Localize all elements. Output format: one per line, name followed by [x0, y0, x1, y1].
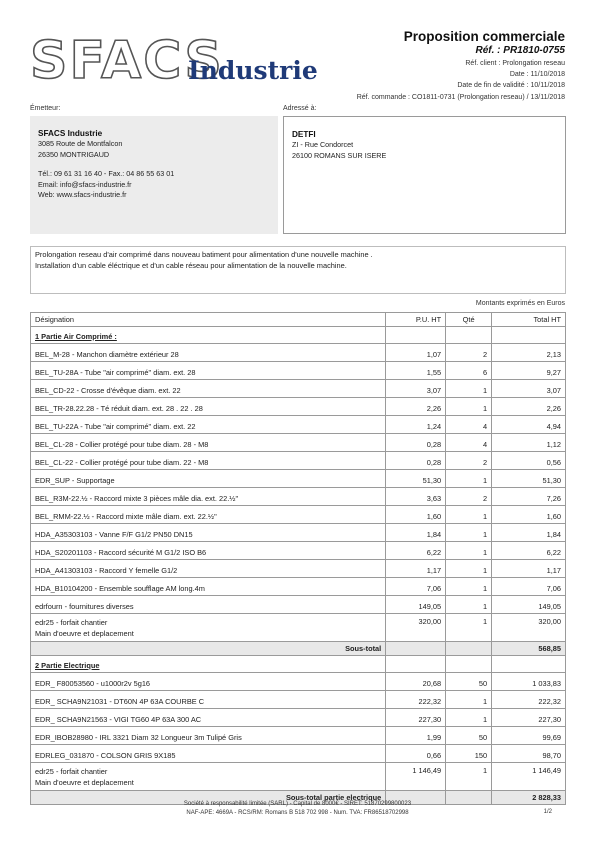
- item-quantity: 1: [446, 398, 492, 416]
- table-row: [31, 452, 566, 470]
- subtotal-value: 568,85: [492, 642, 566, 656]
- item-total: 7,26: [492, 488, 566, 506]
- item-designation: HDA_B10104200 - Ensemble soufflage AM long.4m: [31, 578, 386, 596]
- section-title-row: [31, 656, 566, 673]
- table-row: [31, 380, 566, 398]
- section-title: 1 Partie Air Comprimé :: [31, 327, 386, 344]
- item-unit-price: 2,26: [386, 398, 446, 416]
- forfait-label: edr25 - forfait chantier: [35, 618, 108, 627]
- col-header-quantity: Qté: [446, 313, 492, 327]
- subtotal-value: 2 828,33: [492, 791, 566, 805]
- emetteur-address-line2: 26350 MONTRIGAUD: [38, 149, 110, 159]
- item-total: 1,84: [492, 524, 566, 542]
- item-total: 99,69: [492, 727, 566, 745]
- table-row: [31, 709, 566, 727]
- item-designation: HDA_S20201103 - Raccord sécurité M G1/2 ISO B6: [31, 542, 386, 560]
- destinataire-box: [283, 116, 566, 234]
- item-quantity: 1: [446, 709, 492, 727]
- table-row: [31, 542, 566, 560]
- item-total: 2,13: [492, 344, 566, 362]
- table-row: [31, 506, 566, 524]
- item-total: 0,56: [492, 452, 566, 470]
- item-total: 2,26: [492, 398, 566, 416]
- emetteur-name: SFACS Industrie: [38, 129, 103, 138]
- subtotal-label: Sous-total: [31, 642, 386, 656]
- item-unit-price: 6,22: [386, 542, 446, 560]
- item-quantity: 50: [446, 727, 492, 745]
- item-quantity: 4: [446, 434, 492, 452]
- item-total: 1 033,83: [492, 673, 566, 691]
- item-unit-price: 1,84: [386, 524, 446, 542]
- item-unit-price: 0,66: [386, 745, 446, 763]
- forfait-detail: Main d'oeuvre et deplacement: [35, 629, 134, 638]
- footer-line1: Société à responsabilité limitée (SARL) - Capital de 8000€ - SIRET: 51870299800023: [183, 801, 412, 807]
- destinataire-name: DETFI: [292, 130, 316, 139]
- logo-brand-text: SFACS: [30, 31, 224, 91]
- item-total: 1,17: [492, 560, 566, 578]
- item-quantity: 1: [446, 614, 492, 642]
- forfait-label: edr25 - forfait chantier: [35, 767, 108, 776]
- empty-cell: [386, 642, 446, 656]
- item-designation: EDR_SUP - Supportage: [31, 470, 386, 488]
- document-title: Proposition commerciale: [403, 29, 565, 44]
- subtotal-row: [31, 642, 566, 656]
- item-unit-price: 51,30: [386, 470, 446, 488]
- item-total: 3,07: [492, 380, 566, 398]
- item-total: 9,27: [492, 362, 566, 380]
- page-number: 1/2: [543, 809, 552, 815]
- document-date: Date : 11/10/2018: [509, 71, 565, 79]
- item-quantity: 1: [446, 691, 492, 709]
- subtotal-label: Sous-total partie electrique: [31, 791, 386, 805]
- item-designation: EDRLEG_031870 - COLSON GRIS 9X185: [31, 745, 386, 763]
- item-quantity: 2: [446, 344, 492, 362]
- item-quantity: 1: [446, 596, 492, 614]
- item-quantity: 6: [446, 362, 492, 380]
- item-total: 51,30: [492, 470, 566, 488]
- item-unit-price: 1,55: [386, 362, 446, 380]
- item-quantity: 1: [446, 380, 492, 398]
- item-designation: edrfourn - fournitures diverses: [31, 596, 386, 614]
- item-total: 7,06: [492, 578, 566, 596]
- emetteur-label: Émetteur:: [30, 105, 61, 112]
- item-designation: HDA_A35303103 - Vanne F/F G1/2 PN50 DN15: [31, 524, 386, 542]
- item-designation: EDR_ F80053560 - u1000r2v 5g16: [31, 673, 386, 691]
- item-quantity: 1: [446, 524, 492, 542]
- item-total: 222,32: [492, 691, 566, 709]
- item-total: 4,94: [492, 416, 566, 434]
- item-designation: BEL_TU-22A - Tube "air comprimé" diam. ext. 22: [31, 416, 386, 434]
- item-quantity: 1: [446, 542, 492, 560]
- table-row: [31, 344, 566, 362]
- item-unit-price: 7,06: [386, 578, 446, 596]
- item-total: 1,12: [492, 434, 566, 452]
- table-row: [31, 763, 566, 791]
- footer-line2: NAF-APE: 4669A - RCS/RM: Romans B 518 702 998 - Num. TVA: FR86518702998: [186, 809, 409, 816]
- item-quantity: 1: [446, 578, 492, 596]
- item-unit-price: 1,07: [386, 344, 446, 362]
- item-designation: BEL_TR-28.22.28 - Té réduit diam. ext. 28 . 22 . 28: [31, 398, 386, 416]
- empty-cell: [446, 642, 492, 656]
- empty-cell: [446, 327, 492, 344]
- item-unit-price: 1,24: [386, 416, 446, 434]
- item-designation: BEL_RMM-22.½ - Raccord mixte mâle diam. ext. 22.½": [31, 506, 386, 524]
- item-unit-price: 222,32: [386, 691, 446, 709]
- table-row: [31, 673, 566, 691]
- destinataire-address-line1: ZI - Rue Condorcet: [292, 140, 354, 149]
- item-quantity: 150: [446, 745, 492, 763]
- currency-note: Montants exprimés en Euros: [475, 300, 565, 307]
- empty-cell: [386, 656, 446, 673]
- item-unit-price: 149,05: [386, 596, 446, 614]
- item-total: 149,05: [492, 596, 566, 614]
- description-line1: Prolongation reseau d'air comprimé dans nouveau batiment pour alimentation d'une nouvelle machine .: [35, 250, 373, 259]
- empty-cell: [386, 327, 446, 344]
- col-header-unit-price: P.U. HT: [386, 313, 446, 327]
- item-total: 1 146,49: [492, 763, 566, 791]
- item-unit-price: 20,68: [386, 673, 446, 691]
- col-header-designation: Désignation: [31, 313, 386, 327]
- item-designation: BEL_CL-22 - Collier protégé pour tube diam. 22 - M8: [31, 452, 386, 470]
- item-unit-price: 1,60: [386, 506, 446, 524]
- item-unit-price: 320,00: [386, 614, 446, 642]
- validity-date: Date de fin de validité : 10/11/2018: [457, 82, 565, 90]
- table-row: [31, 560, 566, 578]
- item-unit-price: 1,99: [386, 727, 446, 745]
- destinataire-address-line2: 26100 ROMANS SUR ISERE: [292, 150, 387, 160]
- order-reference: Réf. commande : CO1811-0731 (Prolongation reseau) / 13/11/2018: [356, 94, 565, 101]
- item-unit-price: 1,17: [386, 560, 446, 578]
- item-quantity: 2: [446, 488, 492, 506]
- item-total: 320,00: [492, 614, 566, 642]
- item-unit-price: 227,30: [386, 709, 446, 727]
- item-designation: BEL_TU-28A - Tube "air comprimé" diam. ext. 28: [31, 362, 386, 380]
- table-row: [31, 416, 566, 434]
- item-total: 98,70: [492, 745, 566, 763]
- item-total: 6,22: [492, 542, 566, 560]
- item-total: 227,30: [492, 709, 566, 727]
- page-footer: [0, 800, 595, 817]
- item-designation: EDR_ SCHA9N21563 - VIGI TG60 4P 63A 300 AC: [31, 709, 386, 727]
- table-row: [31, 691, 566, 709]
- item-total: 1,60: [492, 506, 566, 524]
- empty-cell: [446, 656, 492, 673]
- company-logo: [30, 30, 320, 92]
- item-quantity: 2: [446, 452, 492, 470]
- table-row: [31, 488, 566, 506]
- table-row: [31, 596, 566, 614]
- item-quantity: 1: [446, 470, 492, 488]
- item-designation: [31, 614, 386, 642]
- description-line2: Installation d'un cable éléctrique et d'un cable réseau pour alimentation de la nouvelle machine.: [35, 261, 347, 271]
- table-header-row: [31, 313, 566, 327]
- table-row: [31, 398, 566, 416]
- item-quantity: 1: [446, 560, 492, 578]
- item-unit-price: 0,28: [386, 452, 446, 470]
- item-designation: HDA_A41303103 - Raccord Y femelle G1/2: [31, 560, 386, 578]
- table-row: [31, 614, 566, 642]
- emetteur-email: Email: info@sfacs-industrie.fr: [38, 179, 132, 189]
- table-row: [31, 470, 566, 488]
- emetteur-box: [30, 116, 278, 234]
- forfait-detail: Main d'oeuvre et deplacement: [35, 778, 134, 787]
- item-designation: EDR_ SCHA9N21031 - DT60N 4P 63A COURBE C: [31, 691, 386, 709]
- table-row: [31, 727, 566, 745]
- item-unit-price: 1 146,49: [386, 763, 446, 791]
- item-designation: BEL_CD-22 - Crosse d'évêque diam. ext. 22: [31, 380, 386, 398]
- item-designation: BEL_R3M-22.½ - Raccord mixte 3 pièces mâle dia. ext. 22.½": [31, 488, 386, 506]
- item-designation: EDR_IBOB28980 - IRL 3321 Diam 32 Longueur 3m Tulipé Gris: [31, 727, 386, 745]
- empty-cell: [492, 327, 566, 344]
- section-title: 2 Partie Electrique: [31, 656, 386, 673]
- destinataire-label: Adressé à:: [283, 105, 317, 112]
- client-reference: Réf. client : Prolongation reseau: [465, 60, 565, 67]
- item-quantity: 4: [446, 416, 492, 434]
- item-unit-price: 0,28: [386, 434, 446, 452]
- items-table: [30, 312, 566, 805]
- item-quantity: 50: [446, 673, 492, 691]
- document-reference: Réf. : PR1810-0755: [475, 45, 565, 56]
- empty-cell: [492, 656, 566, 673]
- table-row: [31, 434, 566, 452]
- item-quantity: 1: [446, 763, 492, 791]
- col-header-total: Total HT: [492, 313, 566, 327]
- document-header: [404, 29, 565, 92]
- logo-sub-text: Industrie: [188, 56, 318, 85]
- table-row: [31, 578, 566, 596]
- item-quantity: 1: [446, 506, 492, 524]
- table-row: [31, 524, 566, 542]
- table-row: [31, 745, 566, 763]
- emetteur-website: Web: www.sfacs-industrie.fr: [38, 190, 127, 200]
- proposal-description: [30, 246, 566, 294]
- table-row: [31, 362, 566, 380]
- item-unit-price: 3,07: [386, 380, 446, 398]
- section-title-row: [31, 327, 566, 344]
- item-designation: BEL_M-28 - Manchon diamètre extérieur 28: [31, 344, 386, 362]
- emetteur-phone: Tél.: 09 61 31 16 40 - Fax.: 04 86 55 63 01: [38, 169, 175, 179]
- item-designation: BEL_CL-28 - Collier protégé pour tube diam. 28 - M8: [31, 434, 386, 452]
- emetteur-address-line1: 3085 Route de Montfalcon: [38, 139, 123, 148]
- item-unit-price: 3,63: [386, 488, 446, 506]
- item-designation: [31, 763, 386, 791]
